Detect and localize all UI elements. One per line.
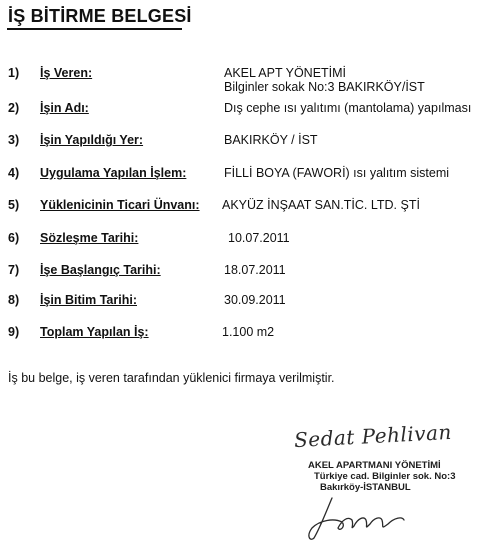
row-number: 7)	[8, 263, 20, 277]
row-number: 5)	[8, 198, 20, 212]
row-value: 1.100 m2	[222, 325, 275, 339]
row-label: İşe Başlangıç Tarihi:	[40, 263, 161, 277]
row-value: BAKIRKÖY / İST	[224, 133, 318, 147]
row-label: İşin Bitim Tarihi:	[40, 293, 137, 307]
row-value: AKYÜZ İNŞAAT SAN.TİC. LTD. ŞTİ	[222, 198, 420, 212]
row-label: Toplam Yapılan İş:	[40, 325, 149, 339]
row-label: İş Veren:	[40, 66, 93, 80]
signature-block	[280, 420, 480, 545]
row-number: 3)	[8, 133, 20, 147]
row-label: Uygulama Yapılan İşlem:	[40, 166, 187, 180]
row-label: Sözleşme Tarihi:	[40, 231, 139, 245]
stamp-line: Türkiye cad. Bilginler sok. No:3	[314, 471, 456, 482]
row-value: 18.07.2011	[224, 263, 286, 277]
row-number: 9)	[8, 325, 20, 339]
row-label: İşin Adı:	[40, 101, 89, 115]
row-number: 4)	[8, 166, 20, 180]
row-label: İşin Yapıldığı Yer:	[40, 133, 144, 147]
row-value: FİLLİ BOYA (FAWORİ) ısı yalıtım sistemi	[224, 166, 450, 180]
title-underline	[7, 28, 182, 30]
row-value: Dış cephe ısı yalıtımı (mantolama) yapılması	[224, 101, 472, 115]
row-number: 6)	[8, 231, 20, 245]
row-value: 30.09.2011	[224, 293, 286, 307]
row-label: Yüklenicinin Ticari Ünvanı:	[40, 198, 200, 212]
row-value: 10.07.2011	[228, 231, 290, 245]
stamp-line: Bakırköy-İSTANBUL	[320, 482, 411, 493]
row-value: AKEL APT YÖNETİMİ	[224, 66, 347, 80]
document-title: İŞ BİTİRME BELGESİ	[8, 6, 192, 26]
row-number: 2)	[8, 101, 20, 115]
handwritten-name: Sedat Pehlivan	[293, 419, 453, 453]
row-value-address: Bilginler sokak No:3 BAKIRKÖY/İST	[224, 80, 425, 94]
stamp-line: AKEL APARTMANI YÖNETİMİ	[308, 460, 441, 471]
row-number: 1)	[8, 66, 20, 80]
note-text: İş bu belge, iş veren tarafından yüklenici firmaya verilmiştir.	[8, 371, 335, 385]
signature-scribble	[280, 420, 480, 545]
row-number: 8)	[8, 293, 20, 307]
